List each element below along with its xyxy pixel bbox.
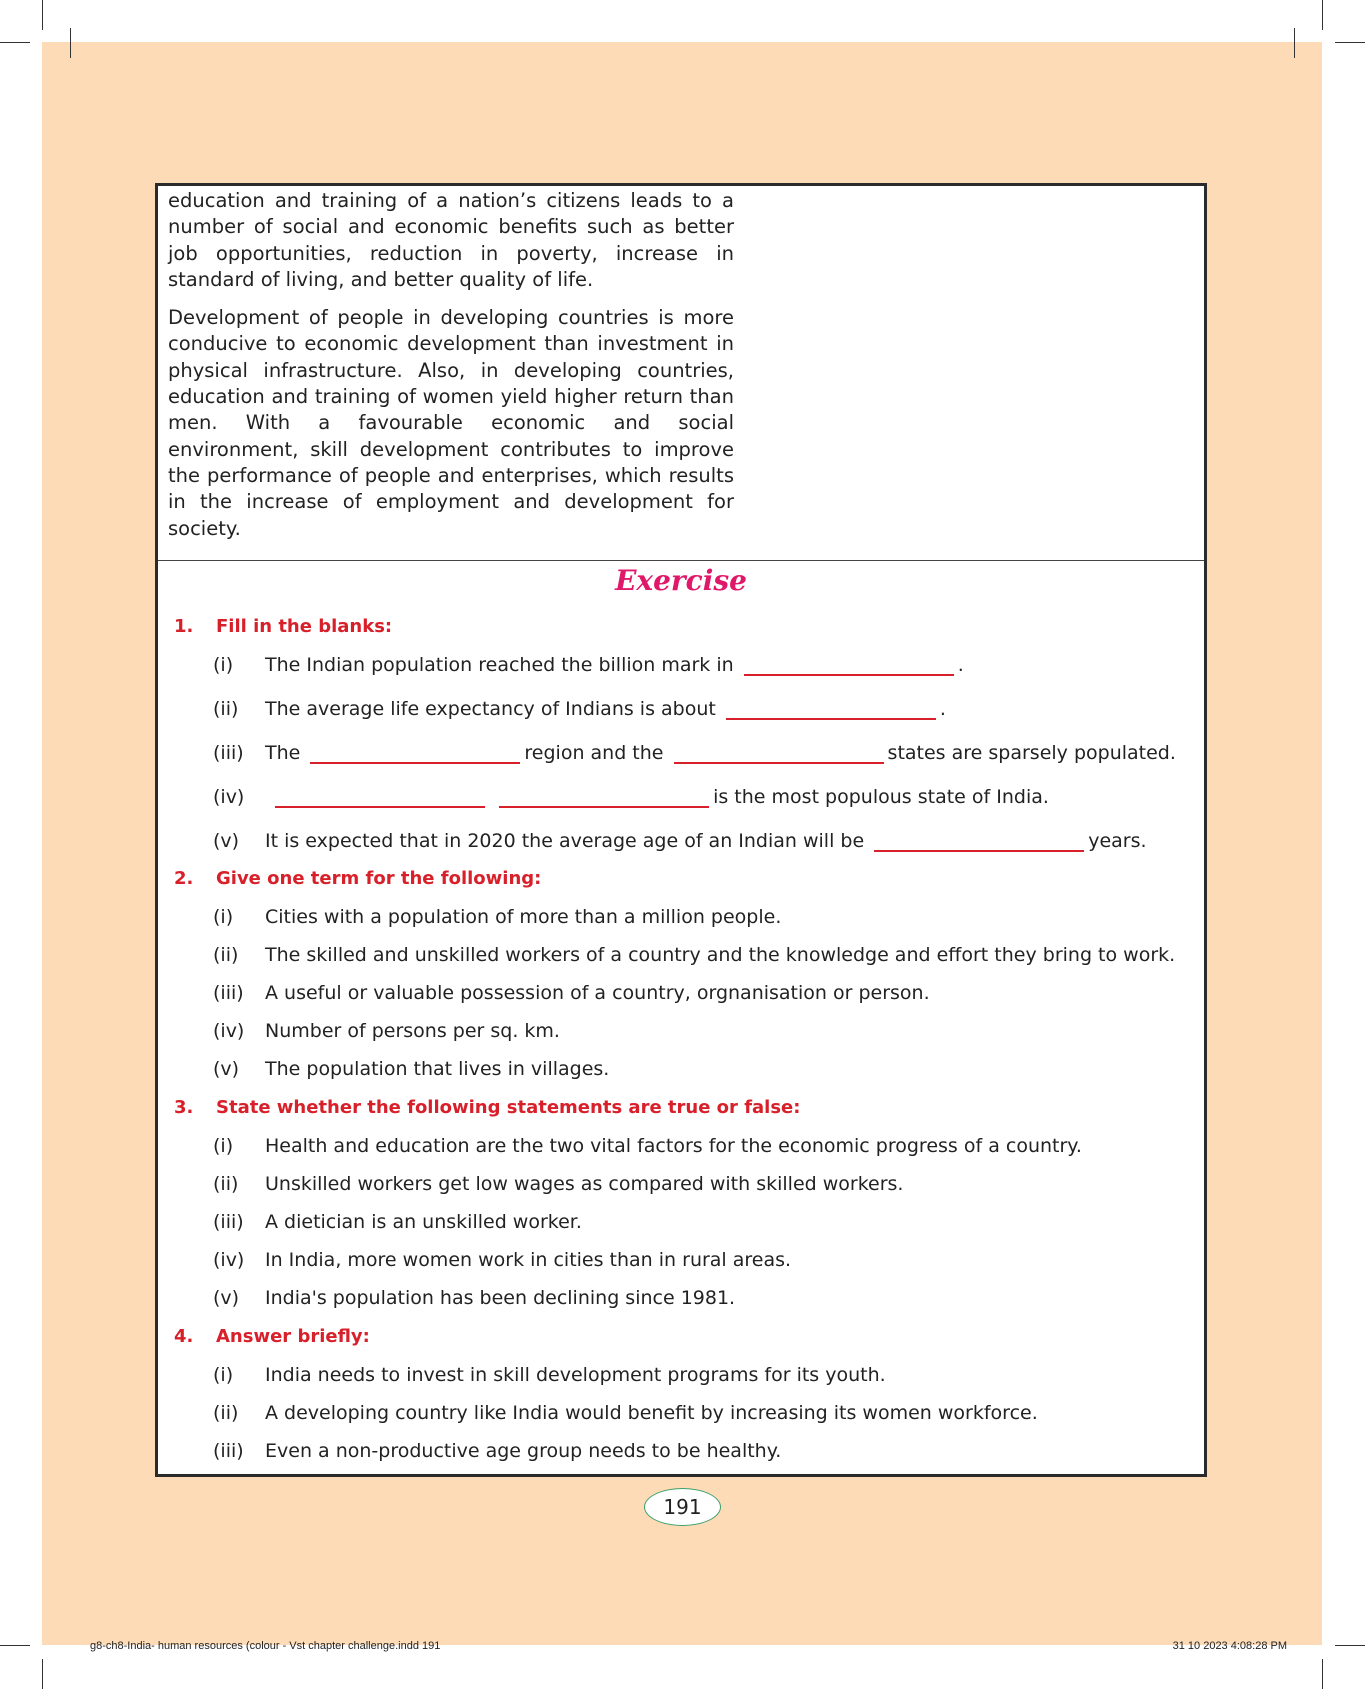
fill-blank-item: (i) The Indian population reached the billion mark in . — [213, 654, 964, 676]
crop-mark — [42, 1659, 43, 1689]
answer-blank[interactable] — [275, 786, 485, 808]
list-item: (iii) A dietician is an unskilled worker. — [213, 1211, 582, 1233]
question-4-heading: 4. Answer briefly: — [174, 1326, 370, 1347]
list-item: (iv) In India, more women work in cities than in rural areas. — [213, 1249, 792, 1271]
list-item: (i) Cities with a population of more than a million people. — [213, 906, 782, 928]
section-divider — [158, 560, 1204, 561]
answer-blank[interactable] — [874, 830, 1084, 852]
list-item: (iv) Number of persons per sq. km. — [213, 1020, 560, 1042]
crop-mark — [0, 42, 30, 43]
answer-blank[interactable] — [744, 654, 954, 676]
list-item: (v) The population that lives in villages. — [213, 1058, 610, 1080]
question-2-heading: 2. Give one term for the following: — [174, 868, 542, 889]
list-item: (ii) The skilled and unskilled workers of a country and the knowledge and effort they bring to work. — [213, 944, 1176, 966]
intro-paragraph-2: Development of people in developing countries is more conducive to economic development than investment in physical infrastructure. Also, in developing countries, education and training of women yield higher return than men. With a favourable economic and social environment, skill development contributes to improve the performance of people and enterprises, which results in the increase of employment and development for society. — [168, 306, 734, 540]
answer-blank[interactable] — [674, 742, 884, 764]
content-frame — [155, 183, 1207, 1477]
intro-paragraph-1: education and training of a nation’s citizens leads to a number of social and economic benefits such as better job opportunities, reduction in poverty, increase in standard of living, and better quality of life. — [168, 189, 734, 291]
slug-timestamp: 31 10 2023 4:08:28 PM — [1172, 1640, 1287, 1652]
question-1-heading: 1. Fill in the blanks: — [174, 616, 393, 637]
fill-blank-item: (iv) is the most populous state of India. — [213, 786, 1049, 808]
list-item: (i) Health and education are the two vital factors for the economic progress of a country. — [213, 1135, 1082, 1157]
list-item: (ii) A developing country like India would benefit by increasing its women workforce. — [213, 1402, 1038, 1424]
intro-text — [168, 188, 734, 554]
list-item: (iii) Even a non-productive age group needs to be healthy. — [213, 1440, 782, 1462]
crop-mark — [0, 1645, 30, 1646]
crop-mark — [42, 0, 43, 30]
fill-blank-item: (ii) The average life expectancy of Indians is about . — [213, 698, 946, 720]
fill-blank-item: (iii) The region and the states are sparsely populated. — [213, 742, 1176, 764]
list-item: (iii) A useful or valuable possession of a country, orgnanisation or person. — [213, 982, 930, 1004]
crop-mark — [1294, 28, 1295, 58]
fill-blank-item: (v) It is expected that in 2020 the average age of an Indian will be years. — [213, 830, 1147, 852]
crop-mark — [1335, 1645, 1365, 1646]
question-3-heading: 3. State whether the following statements are true or false: — [174, 1097, 801, 1118]
page-number: 191 — [644, 1488, 721, 1526]
crop-mark — [70, 28, 71, 58]
answer-blank[interactable] — [726, 698, 936, 720]
exercise-title: Exercise — [615, 564, 747, 597]
answer-blank[interactable] — [499, 786, 709, 808]
list-item: (ii) Unskilled workers get low wages as compared with skilled workers. — [213, 1173, 904, 1195]
list-item: (v) India's population has been declining since 1981. — [213, 1287, 736, 1309]
crop-mark — [1322, 0, 1323, 30]
answer-blank[interactable] — [310, 742, 520, 764]
crop-mark — [1322, 1659, 1323, 1689]
crop-mark — [1335, 42, 1365, 43]
slug-filename: g8-ch8-India- human resources (colour - Vst chapter challenge.indd 191 — [90, 1640, 441, 1652]
list-item: (i) India needs to invest in skill development programs for its youth. — [213, 1364, 886, 1386]
